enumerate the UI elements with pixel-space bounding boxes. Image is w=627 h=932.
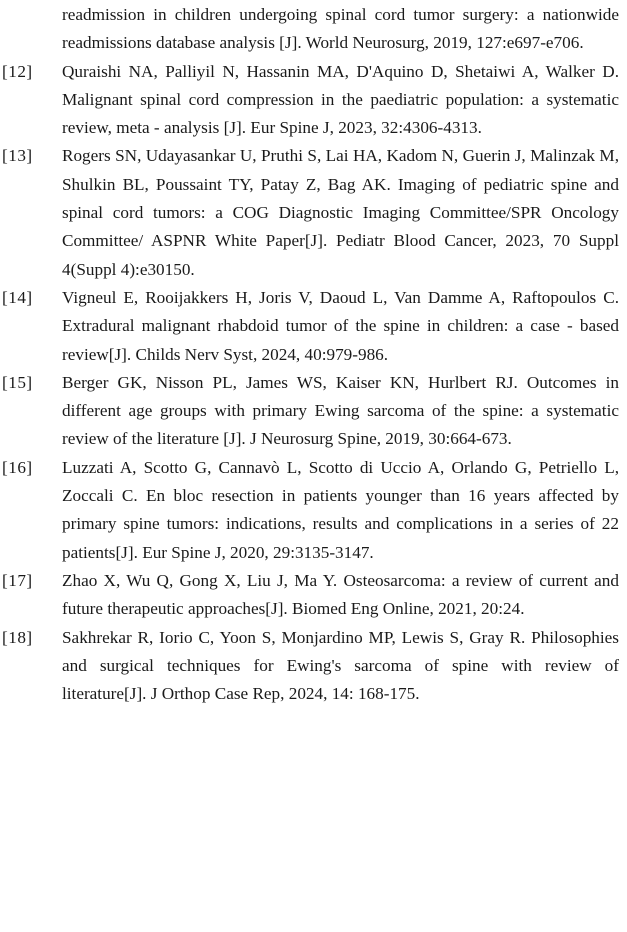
reference-item-17 bbox=[0, 567, 627, 624]
reference-text: Vigneul E, Rooijakkers H, Joris V, Daoud L, Van Damme A, Raftopoulos C. Extradural malignant rhabdoid tumor of the spine in children: a case - based review[J]. Childs Nerv Syst, 2024, 40:979-986. bbox=[62, 287, 619, 364]
reference-item-11-continued bbox=[0, 1, 627, 58]
reference-list bbox=[0, 1, 627, 708]
reference-text: Rogers SN, Udayasankar U, Pruthi S, Lai HA, Kadom N, Guerin J, Malinzak M, Shulkin BL, Poussaint TY, Patay Z, Bag AK. Imaging of pediatric spine and spinal cord tumors: a COG Diagnostic Imaging Committee/SPR Oncology Committee/ ASPNR White Paper[J]. Pediatr Blood Cancer, 2023, 70 Suppl 4(Suppl 4):e30150. bbox=[62, 146, 619, 279]
reference-item-13 bbox=[0, 142, 627, 283]
reference-item-18 bbox=[0, 624, 627, 709]
reference-number: [17] bbox=[2, 570, 33, 590]
reference-text: Quraishi NA, Palliyil N, Hassanin MA, D'Aquino D, Shetaiwi A, Walker D. Malignant spinal cord compression in the paediatric population: a systematic review, meta - analysis [J]. Eur Spine J, 2023, 32:4306-4313. bbox=[62, 61, 619, 138]
reference-item-15 bbox=[0, 369, 627, 454]
reference-number: [13] bbox=[2, 146, 33, 166]
reference-number: [12] bbox=[2, 61, 33, 81]
reference-text: Luzzati A, Scotto G, Cannavò L, Scotto di Uccio A, Orlando G, Petriello L, Zoccali C. En bloc resection in patients younger than 16 years affected by primary spine tumors: indications, results and complications in a series of 22 patients[J]. Eur Spine J, 2020, 29:3135-3147. bbox=[62, 457, 619, 562]
reference-number: [14] bbox=[2, 287, 33, 307]
reference-number: [16] bbox=[2, 457, 33, 477]
reference-item-14 bbox=[0, 284, 627, 369]
reference-number: [18] bbox=[2, 627, 33, 647]
reference-item-16 bbox=[0, 454, 627, 567]
reference-text: Zhao X, Wu Q, Gong X, Liu J, Ma Y. Osteosarcoma: a review of current and future therapeutic approaches[J]. Biomed Eng Online, 2021, 20:24. bbox=[62, 570, 619, 619]
reference-text: readmission in children undergoing spinal cord tumor surgery: a nationwide readmissions database analysis [J]. World Neurosurg, 2019, 127:e697-e706. bbox=[62, 5, 619, 53]
reference-number: [15] bbox=[2, 372, 33, 392]
reference-item-12 bbox=[0, 58, 627, 143]
reference-text: Berger GK, Nisson PL, James WS, Kaiser KN, Hurlbert RJ. Outcomes in different age groups with primary Ewing sarcoma of the spine: a systematic review of the literature [J]. J Neurosurg Spine, 2019, 30:664-673. bbox=[62, 372, 619, 449]
reference-text: Sakhrekar R, Iorio C, Yoon S, Monjardino MP, Lewis S, Gray R. Philosophies and surgical techniques for Ewing's sarcoma of spine with review of literature[J]. J Orthop Case Rep, 2024, 14: 168-175. bbox=[62, 627, 619, 704]
